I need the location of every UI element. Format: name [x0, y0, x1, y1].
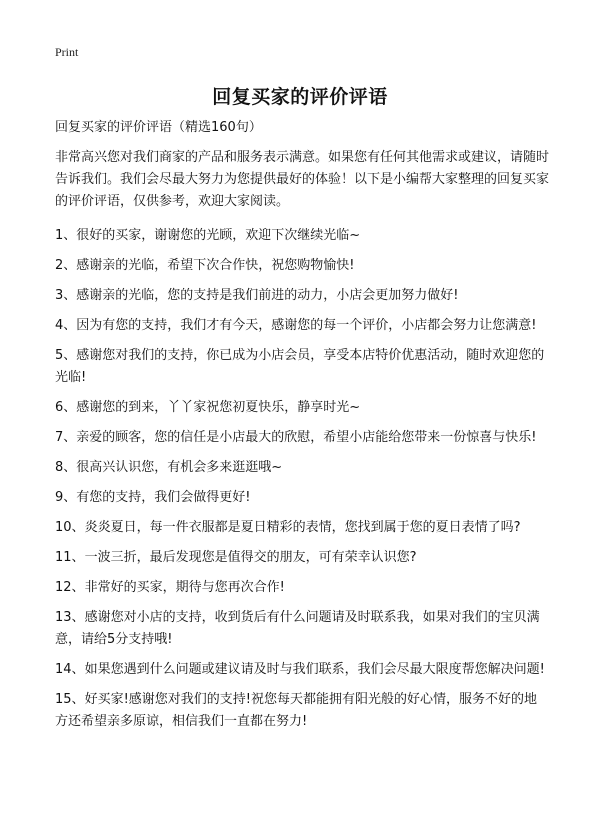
page-title: 回复买家的评价评语 — [212, 86, 388, 108]
list-item-number: 8 、 — [55, 460, 76, 475]
list-item — [55, 547, 549, 569]
list-item-text: 好买家!感谢您对我们的支持!祝您每天都能拥有阳光般的好心情，服务不好的地方还希望亲多原谅，相信我们一直都在努力! — [55, 692, 537, 729]
list-item-number: 4 、 — [55, 318, 76, 333]
list-item — [55, 285, 549, 307]
print-link[interactable]: Print — [55, 45, 79, 59]
list-item-number: 11 、 — [55, 550, 85, 565]
list-item-text: 感谢您的到来，丫丫家祝您初夏快乐，静享时光~ — [76, 400, 361, 415]
list-item-number: 15 、 — [55, 692, 85, 707]
article-intro: 非常高兴您对我们商家的产品和服务表示满意。如果您有任何其他需求或建议，请随时告诉我们。我们会尽最大努力为您提供最好的体验！以下是小编帮大家整理的回复买家的评价评语，仅供参考，欢迎大家阅读。 — [55, 150, 550, 209]
list-item — [55, 457, 549, 479]
list-item-text: 有您的支持，我们会做得更好! — [76, 490, 251, 505]
list-item — [55, 517, 549, 539]
list-item-number: 7 、 — [55, 430, 76, 445]
list-item-text: 很高兴认识您，有机会多来逛逛哦~ — [76, 460, 283, 475]
list-item-number: 12 、 — [55, 580, 85, 595]
list-item-number: 1 、 — [55, 228, 76, 243]
list-item-text: 感谢您对我们的支持，你已成为小店会员，享受本店特价优惠活动，随时欢迎您的光临! — [55, 348, 545, 385]
list-item-number: 14 、 — [55, 662, 85, 677]
list-item — [55, 225, 549, 247]
list-item-text: 如果您遇到什么问题或建议请及时与我们联系，我们会尽最大限度帮您解决问题! — [84, 662, 545, 677]
list-item-number: 10 、 — [55, 520, 85, 535]
list-item — [55, 397, 549, 419]
list-item-text: 炎炎夏日，每一件衣服都是夏日精彩的表情，您找到属于您的夏日表情了吗? — [84, 520, 521, 535]
list-item-text: 很好的买家，谢谢您的光顾，欢迎下次继续光临~ — [76, 228, 361, 243]
list-item-number: 6 、 — [55, 400, 76, 415]
list-item — [55, 315, 549, 337]
article-subtitle: 回复买家的评价评语（精选160句） — [55, 120, 262, 135]
list-item-text: 感谢亲的光临，希望下次合作快，祝您购物愉快! — [76, 258, 355, 273]
list-item — [55, 255, 549, 277]
list-item — [55, 659, 549, 681]
list-item-number: 3 、 — [55, 288, 76, 303]
list-item — [55, 487, 549, 509]
list-item-text: 感谢亲的光临，您的支持是我们前进的动力，小店会更加努力做好! — [76, 288, 459, 303]
list-item-text: 一波三折，最后发现您是值得交的朋友，可有荣幸认识您? — [84, 550, 417, 565]
list-item — [55, 577, 549, 599]
list-item-text: 感谢您对小店的支持，收到货后有什么问题请及时联系我，如果对我们的宝贝满意，请给5分支持哦! — [55, 610, 540, 647]
list-item-number: 9 、 — [55, 490, 76, 505]
list-item-text: 亲爱的顾客，您的信任是小店最大的欣慰，希望小店能给您带来一份惊喜与快乐! — [76, 430, 537, 445]
list-item — [55, 689, 549, 733]
list-item — [55, 607, 549, 651]
review-reply-list — [55, 225, 549, 733]
list-item-number: 5 、 — [55, 348, 76, 363]
list-item — [55, 427, 549, 449]
article-body — [55, 117, 549, 741]
list-item-number: 13 、 — [55, 610, 85, 625]
list-item-number: 2 、 — [55, 258, 76, 273]
list-item-text: 非常好的买家，期待与您再次合作! — [84, 580, 285, 595]
list-item-text: 因为有您的支持，我们才有今天，感谢您的每一个评价，小店都会努力让您满意! — [76, 318, 537, 333]
list-item — [55, 345, 549, 389]
